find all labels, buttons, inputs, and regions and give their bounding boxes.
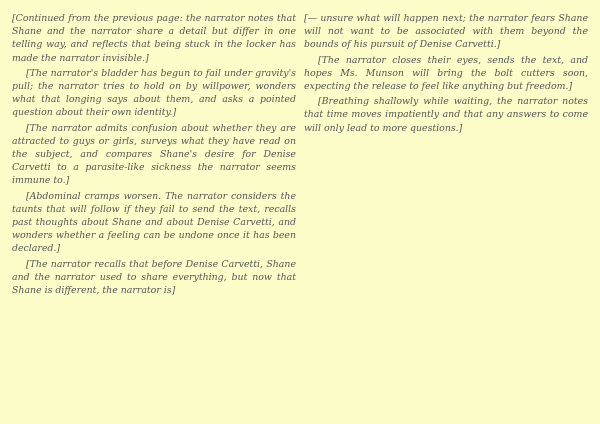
right-text-column — [304, 12, 588, 424]
left-text-column — [12, 12, 296, 424]
paragraph: [The narrator admits confusion about whether they are attracted to guys or girls, surveys what they have read on the subject, and compares Shane's desire for Denise Carvetti to a parasite-like sickness the narrator seems immune to.] — [12, 122, 296, 187]
paragraph: [The narrator recalls that before Denise Carvetti, Shane and the narrator used to share everything, but now that Shane is different, the narrator is] — [12, 258, 296, 297]
paragraph: [Abdominal cramps worsen. The narrator considers the taunts that will follow if they fail to send the text, recalls past thoughts about Shane and about Denise Carvetti, and wonders whether a feeling can be undone once it has been declared.] — [12, 190, 296, 255]
paragraph: [Continued from the previous page: the narrator notes that Shane and the narrator share a detail but differ in one telling way, and reflects that being stuck in the locker has made the narrator invisible.] — [12, 13, 296, 64]
paragraph: [Breathing shallowly while waiting, the narrator notes that time moves impatiently and that any answers to come will only lead to more questions.] — [304, 96, 588, 134]
paragraph: [The narrator's bladder has begun to fail under gravity's pull; the narrator tries to hold on by willpower, wonders what that longing says about them, and asks a pointed question about their own identity.] — [12, 67, 296, 119]
paragraph: [— unsure what will happen next; the narrator fears Shane will not want to be associated with them beyond the bounds of his pursuit of Denise Carvetti.] — [304, 13, 588, 51]
paragraph: [The narrator closes their eyes, sends the text, and hopes Ms. Munson will bring the bolt cutters soon, expecting the release to feel like anything but freedom.] — [304, 54, 588, 93]
